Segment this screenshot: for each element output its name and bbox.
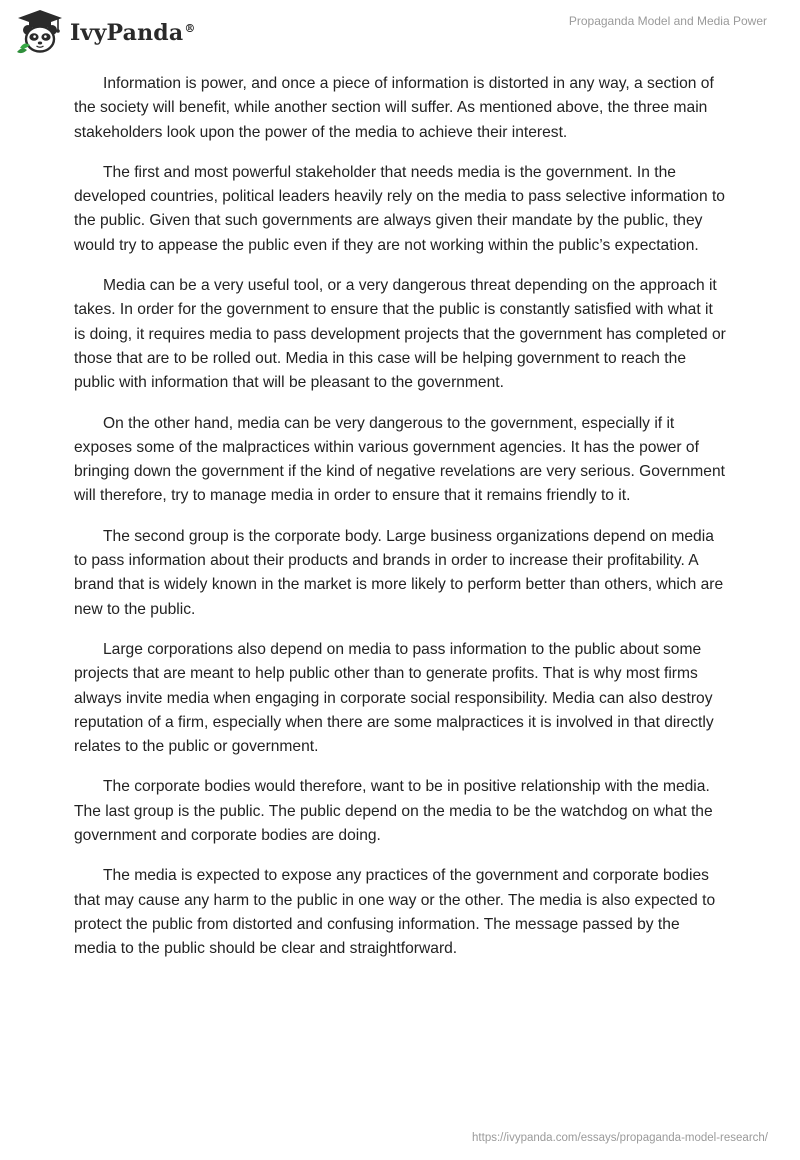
essay-body (74, 72, 726, 978)
logo-text: IvyPanda® (70, 20, 196, 46)
paragraph: Media can be a very useful tool, or a very dangerous threat depending on the approach it takes. In order for the government to ensure that the public is constantly satisfied with what it is doing, it requires media to pass development projects that the government has completed or those that are to be rolled out. Media in this case will be helping government to reach the public with information that will be pleasant to the government. (74, 277, 726, 392)
paragraph: The second group is the corporate body. Large business organizations depend on media to pass information about their products and brands in order to increase their profitability. A brand that is widely known in the market is more likely to perform better than others, which are new to the public. (74, 527, 724, 618)
paragraph: Large corporations also depend on media to pass information to the public about some projects that are meant to help public other than to generate profits. That is why most firms always invite media when engaging in corporate social responsibility. Media can also destroy reputation of a firm, especially when there are some malpractices it is involved in that directly relates to the public or government. (74, 640, 714, 756)
paragraph: The first and most powerful stakeholder that needs media is the government. In the developed countries, political leaders heavily rely on the media to pass selective information to the public. Given that such governments are always given their mandate by the public, they would try to appease the public even if they are not working within the public’s expectation. (74, 163, 725, 254)
paragraph: Information is power, and once a piece of information is distorted in any way, a section of the society will benefit, while another section will suffer. As mentioned above, the three main stakeholders look upon the power of the media to achieve their interest. (74, 75, 714, 141)
document-title: Propaganda Model and Media Power (568, 14, 767, 28)
paragraph: The media is expected to expose any practices of the government and corporate bodies that may cause any harm to the public in one way or the other. The media is also expected to protect the public from distorted and confusing information. The message passed by the media to the public should be clear and straightforward. (74, 867, 716, 958)
registered-mark: ® (184, 21, 196, 35)
logo[interactable] (14, 8, 196, 56)
page-header (0, 0, 800, 60)
source-url[interactable]: https://ivypanda.com/essays/propaganda-model-research/ (472, 1132, 768, 1144)
panda-graduate-icon (14, 8, 66, 56)
paragraph: On the other hand, media can be very dangerous to the government, especially if it exposes some of the malpractices within various government agencies. It has the power of bringing down the government if the kind of negative revelations are very serious. Government will therefore, try to manage media in order to ensure that it remains friendly to it. (74, 414, 725, 505)
paragraph: The corporate bodies would therefore, want to be in positive relationship with the media. The last group is the public. The public depend on the media to be the watchdog on what the government and corporate bodies are doing. (74, 778, 713, 845)
